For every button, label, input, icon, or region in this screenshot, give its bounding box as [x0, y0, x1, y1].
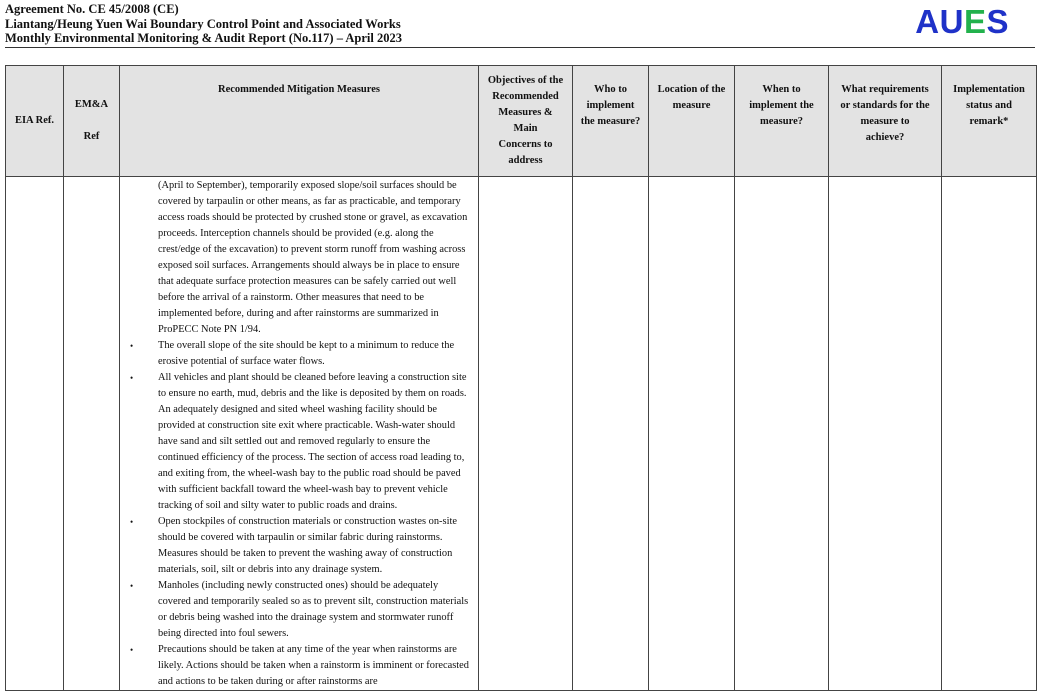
- col-objectives-line: Measures &: [498, 107, 553, 118]
- col-location-line: Location of the: [657, 84, 726, 95]
- report-title: Monthly Environmental Monitoring & Audit Report (No.117) – April 2023: [5, 31, 403, 45]
- bullet-icon: •: [130, 373, 134, 383]
- col-measures: [120, 66, 479, 177]
- bullet-icon: •: [130, 341, 134, 351]
- list-item: [130, 338, 472, 370]
- col-requirements-line: measure to: [860, 116, 910, 127]
- col-requirements-line: What requirements: [841, 84, 929, 95]
- list-item-text: Precautions should be taken at any time of the year when rainstorms are likely. Actions should be taken when a rainstorm is imminent or forecasted and actions to be taken during or after rainstorms are: [158, 644, 469, 687]
- list-item: [130, 642, 472, 690]
- col-when-line: measure?: [760, 116, 803, 127]
- list-item: [130, 578, 472, 642]
- cell-when: [735, 177, 829, 691]
- logo-part-e: E: [963, 3, 987, 40]
- cell-who: [573, 177, 649, 691]
- cell-requirements: [829, 177, 942, 691]
- logo-part-s: S: [986, 3, 1009, 40]
- col-location-line: measure: [672, 100, 711, 111]
- list-item-text: All vehicles and plant should be cleaned before leaving a construction site to ensure no earth, mud, debris and the like is deposited by them on roads. An adequately designed and sited wheel washing facility should be provided at construction site exit where practicable. Wash-water should have sand and silt settled out and removed regularly to ensure the continued efficiency of the process. The section of access road leading to, and exiting from, the wheel-wash bay to the public road should be paved with sufficient backfall toward the wheel-wash bay to prevent vehicle tracking of soil and silty water to public roads and drains.: [158, 372, 467, 511]
- cell-location: [649, 177, 735, 691]
- bullet-icon: •: [130, 581, 134, 591]
- col-requirements: [829, 66, 942, 177]
- col-status-line: status and: [966, 100, 1012, 111]
- project-title: Liantang/Heung Yuen Wai Boundary Control Point and Associated Works: [5, 16, 401, 31]
- cell-status: [942, 177, 1037, 691]
- list-item-text: Manholes (including newly constructed ones) should be adequately covered and temporarily sealed so as to prevent silt, construction materials or debris being washed into the drainage system and stormwater runoff being directed into foul sewers.: [158, 580, 469, 639]
- list-item-text: Open stockpiles of construction materials or construction wastes on-site should be covered with tarpaulin or similar fabric during rainstorms. Measures should be taken to prevent the washing away of construction materials, soil, silt or debris into any drainage system.: [158, 516, 457, 575]
- col-when-line: implement the: [749, 100, 814, 111]
- list-item: [130, 370, 472, 514]
- measures-list: [120, 177, 478, 690]
- col-objectives-line: Main: [513, 123, 538, 134]
- cell-measures: [120, 177, 479, 691]
- col-objectives-line: Recommended: [492, 91, 559, 102]
- cell-eia-ref: [6, 177, 64, 691]
- col-status: [942, 66, 1037, 177]
- col-emna-ref: [64, 66, 120, 177]
- cell-emna-ref: [64, 177, 120, 691]
- col-who-line: Who to: [594, 84, 627, 95]
- list-item-text: The overall slope of the site should be kept to a minimum to reduce the erosive potential of surface water flows.: [158, 340, 455, 367]
- col-emna-ref-line2: Ref: [83, 131, 100, 142]
- col-objectives-line: Objectives of the: [487, 75, 564, 86]
- col-objectives-line: Concerns to: [498, 139, 553, 150]
- col-status-line: remark*: [969, 116, 1009, 127]
- bullet-icon: •: [130, 517, 134, 527]
- col-location: [649, 66, 735, 177]
- col-who: [573, 66, 649, 177]
- cell-objectives: [479, 177, 573, 691]
- table-row: [6, 177, 1037, 691]
- col-emna-ref-line1: EM&A: [74, 99, 109, 110]
- table-header-row: [6, 66, 1037, 177]
- header-text: [5, 2, 1035, 46]
- col-eia-ref: [6, 66, 64, 177]
- aues-logo: [915, 4, 1009, 40]
- header-divider: [5, 47, 1035, 48]
- bullet-icon: •: [130, 645, 134, 655]
- col-objectives: [479, 66, 573, 177]
- col-requirements-line: achieve?: [865, 132, 905, 143]
- col-when: [735, 66, 829, 177]
- col-who-line: implement: [586, 100, 635, 111]
- logo-part-au: AU: [915, 3, 964, 40]
- implementation-schedule-table: [5, 65, 1037, 691]
- col-eia-ref-label: EIA Ref.: [14, 115, 55, 126]
- list-item: [130, 514, 472, 578]
- col-when-line: When to: [762, 84, 801, 95]
- agreement-number: Agreement No. CE 45/2008 (CE): [5, 2, 179, 16]
- col-status-line: Implementation: [953, 84, 1025, 95]
- col-who-line: the measure?: [580, 116, 641, 127]
- col-requirements-line: or standards for the: [840, 100, 930, 111]
- measures-continuation: (April to September), temporarily exposed slope/soil surfaces should be covered by tarpaulin or other means, as far as practicable, and temporary access roads should be protected by crushed stone or gravel, as excavation proceeds. Interception channels should be provided (e.g. along the crest/edge of the excavation) to prevent storm runoff from washing across exposed soil surfaces. Arrangements should always be in place to ensure that adequate surface protection measures can be safely carried out well before the arrival of a rainstorm. Other measures that need to be implemented before, during and after rainstorms are summarized in ProPECC Note PN 1/94.: [158, 180, 468, 335]
- col-objectives-line: address: [508, 155, 543, 166]
- col-measures-label: Recommended Mitigation Measures: [218, 84, 380, 95]
- report-header: [5, 2, 1035, 46]
